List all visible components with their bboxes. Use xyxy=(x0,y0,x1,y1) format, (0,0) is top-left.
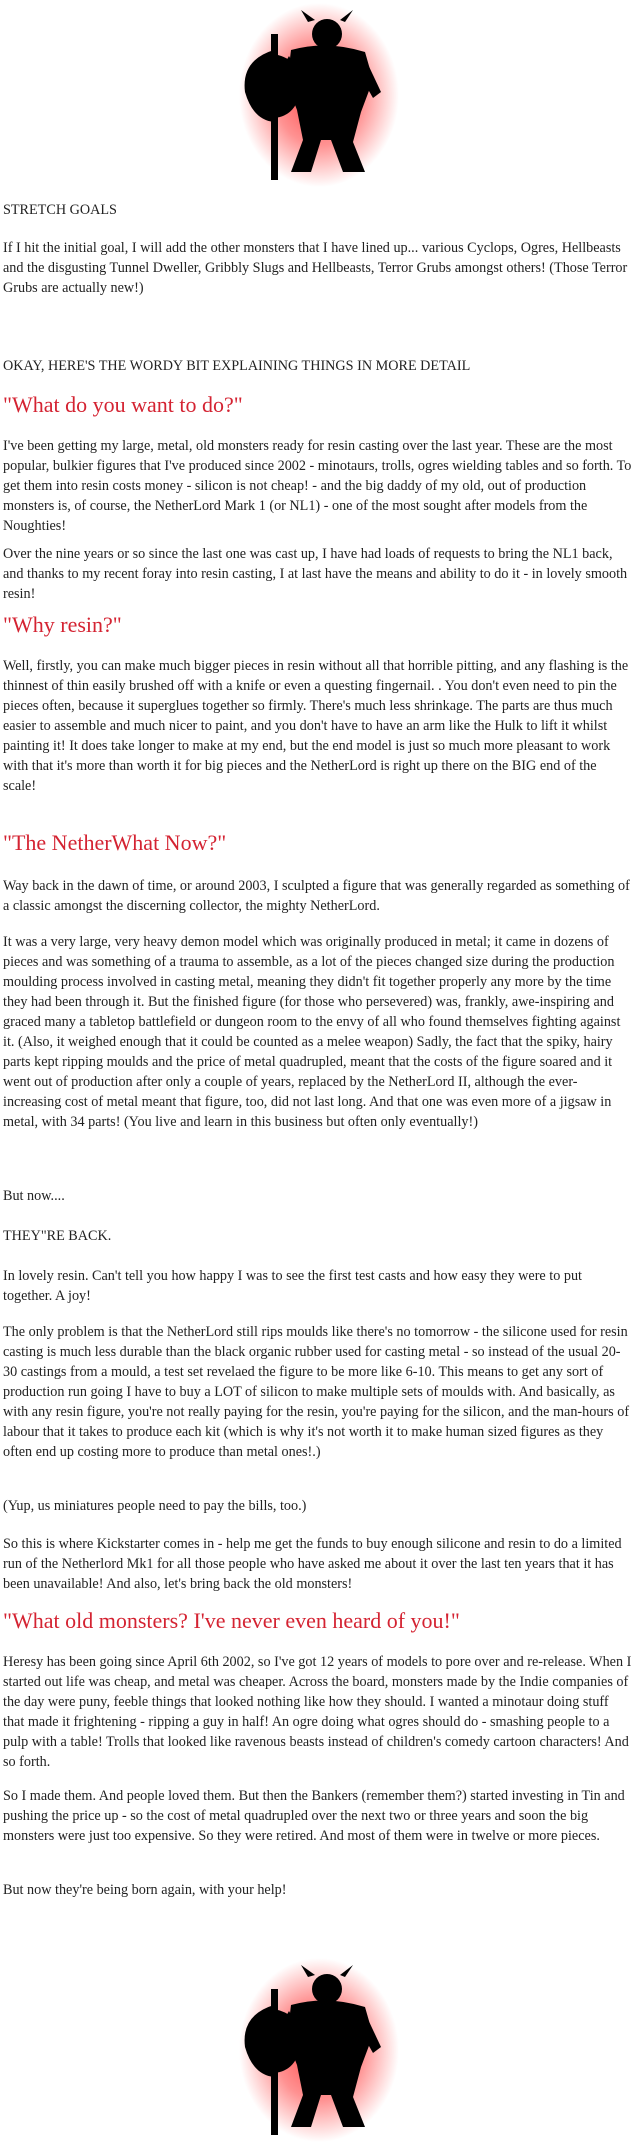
section4-paragraph-1: Heresy has been going since April 6th 2002, so I've got 12 years of models to pore over and re-release. When I started out life was cheap, and metal was cheaper. Across the board, monsters made by the Indie companies of the day were puny, feeble things that looked nothing like how they should. I wanted a minotaur doing stuff that made it frightening - ripping a guy in half! An ogre doing what ogres should do - smashing people to a pulp with a table! Trolls that looked like ravenous beasts instead of children's comedy cartoon characters! And so forth. xyxy=(3,1654,632,1770)
section3-paragraph-8: So this is where Kickstarter comes in - help me get the funds to buy enough silicone and resin to do a limited run of the Netherlord Mk1 for all those people who have asked me about it over the last ten years that it has been unavailable! And also, let's bring back the old monsters! xyxy=(3,1536,622,1592)
section3-paragraph-2: It was a very large, very heavy demon model which was originally produced in metal; it came in dozens of pieces and was something of a trauma to assemble, as a lot of the pieces changed size during the production moulding process involved in casting metal, meaning they didn't fit together properly any more by the time they had been through it. But the finished figure (for those who persevered) was, frankly, awe-inspiring and graced many a tabletop battlefield or dungeon room to the envy of all who found themselves fighting against it. (Also, it weighed enough that it could be counted as a melee weapon) Sadly, the fact that the spiky, hairy parts kept ripping moulds and the price of metal quadrupled, meant that the costs of the figure soared and it went out of production after only a couple of years, replaced by the NetherLord II, although the ever-increasing cost of metal meant that figure, too, did not last long. And that one was even more of a jigsaw in metal, with 34 parts! (You live and learn in this business but often only eventually!) xyxy=(3,934,621,1130)
section3-paragraph-7: (Yup, us miniatures people need to pay the bills, too.) xyxy=(3,1498,307,1514)
intro-line: OKAY, HERE'S THE WORDY BIT EXPLAINING THINGS IN MORE DETAIL xyxy=(3,358,471,374)
stretch-goals-body: If I hit the initial goal, I will add the other monsters that I have lined up... various Cyclops, Ogres, Hellbeasts and the disgusting Tunnel Dweller, Gribbly Slugs and Hellbeasts, Terror Grubs amongst others! (Those Terror Grubs are actually new!) xyxy=(3,240,628,296)
section3-paragraph-3: But now.... xyxy=(3,1188,65,1204)
section4-paragraph-3: But now they're being born again, with your help! xyxy=(3,1882,287,1898)
section3-paragraph-6: The only problem is that the NetherLord still rips moulds like there's no tomorrow - the silicone used for resin casting is much less durable than the black organic rubber used for casting metal - so instead of the usual 20-30 castings from a mould, a test set revelaed the figure to be more like 6-10. This means to get any sort of production run going I have to buy a LOT of silicon to make multiple sets of moulds with. And basically, as with any resin figure, you're not really paying for the resin, you're paying for the silicon, and the man-hours of labour that it takes to produce each kit (which is why it's not worth it to make human sized figures as they often end up costing more to produce than metal ones!.) xyxy=(3,1324,630,1460)
section1-paragraph-1: I've been getting my large, metal, old monsters ready for resin casting over the last year. These are the most popular, bulkier figures that I've produced since 2002 - minotaurs, trolls, ogres wielding tables and so forth. To get them into resin costs money - silicon is not cheap! - and the big daddy of my old, out of production monsters is, of course, the NetherLord Mark 1 (or NL1) - one of the most sought after models from the Noughties! xyxy=(3,438,632,534)
section-heading-what-do-you-want: "What do you want to do?" xyxy=(3,392,243,417)
demon-warrior-icon xyxy=(203,0,435,190)
section-heading-netherwhat-now: "The NetherWhat Now?" xyxy=(3,830,227,855)
heresy-logo-top xyxy=(203,0,435,190)
section-heading-what-old-monsters: "What old monsters? I've never even heard of you!" xyxy=(3,1608,460,1633)
section4-paragraph-2: So I made them. And people loved them. But then the Bankers (remember them?) started investing in Tin and pushing the price up - so the cost of metal quadrupled over the next two or three years and soon the big monsters were just too expensive. So they were retired. And most of them were in twelve or more pieces. xyxy=(3,1788,625,1844)
section3-paragraph-1: Way back in the dawn of time, or around 2003, I sculpted a figure that was generally regarded as something of a classic amongst the discerning collector, the mighty NetherLord. xyxy=(3,878,630,914)
section3-paragraph-4: THEY"RE BACK. xyxy=(3,1228,112,1244)
section3-paragraph-5: In lovely resin. Can't tell you how happy I was to see the first test casts and how easy they were to put together. A joy! xyxy=(3,1268,582,1304)
section2-paragraph-1: Well, firstly, you can make much bigger pieces in resin without all that horrible pitting, and any flashing is the thinnest of thin easily brushed off with a knife or even a questing fingernail. . You don't even need to pin the pieces often, because it superglues together so firmly. There's much less shrinkage. The parts are thus much easier to assemble and much nicer to paint, and you don't have to have an arm like the Hulk to lift it whilst painting it! It does take longer to make at my end, but the end model is just so much more pleasant to work with that it's more than worth it for big pieces and the NetherLord is right up there on the BIG end of the scale! xyxy=(3,658,629,794)
section1-paragraph-2: Over the nine years or so since the last one was cast up, I have had loads of requests to bring the NL1 back, and thanks to my recent foray into resin casting, I at last have the means and ability to do it - in lovely smooth resin! xyxy=(3,546,628,602)
heresy-logo-bottom xyxy=(203,1955,435,2145)
demon-warrior-icon xyxy=(203,1955,435,2145)
section-heading-why-resin: "Why resin?" xyxy=(3,612,122,637)
stretch-goals-title: STRETCH GOALS xyxy=(3,202,117,218)
